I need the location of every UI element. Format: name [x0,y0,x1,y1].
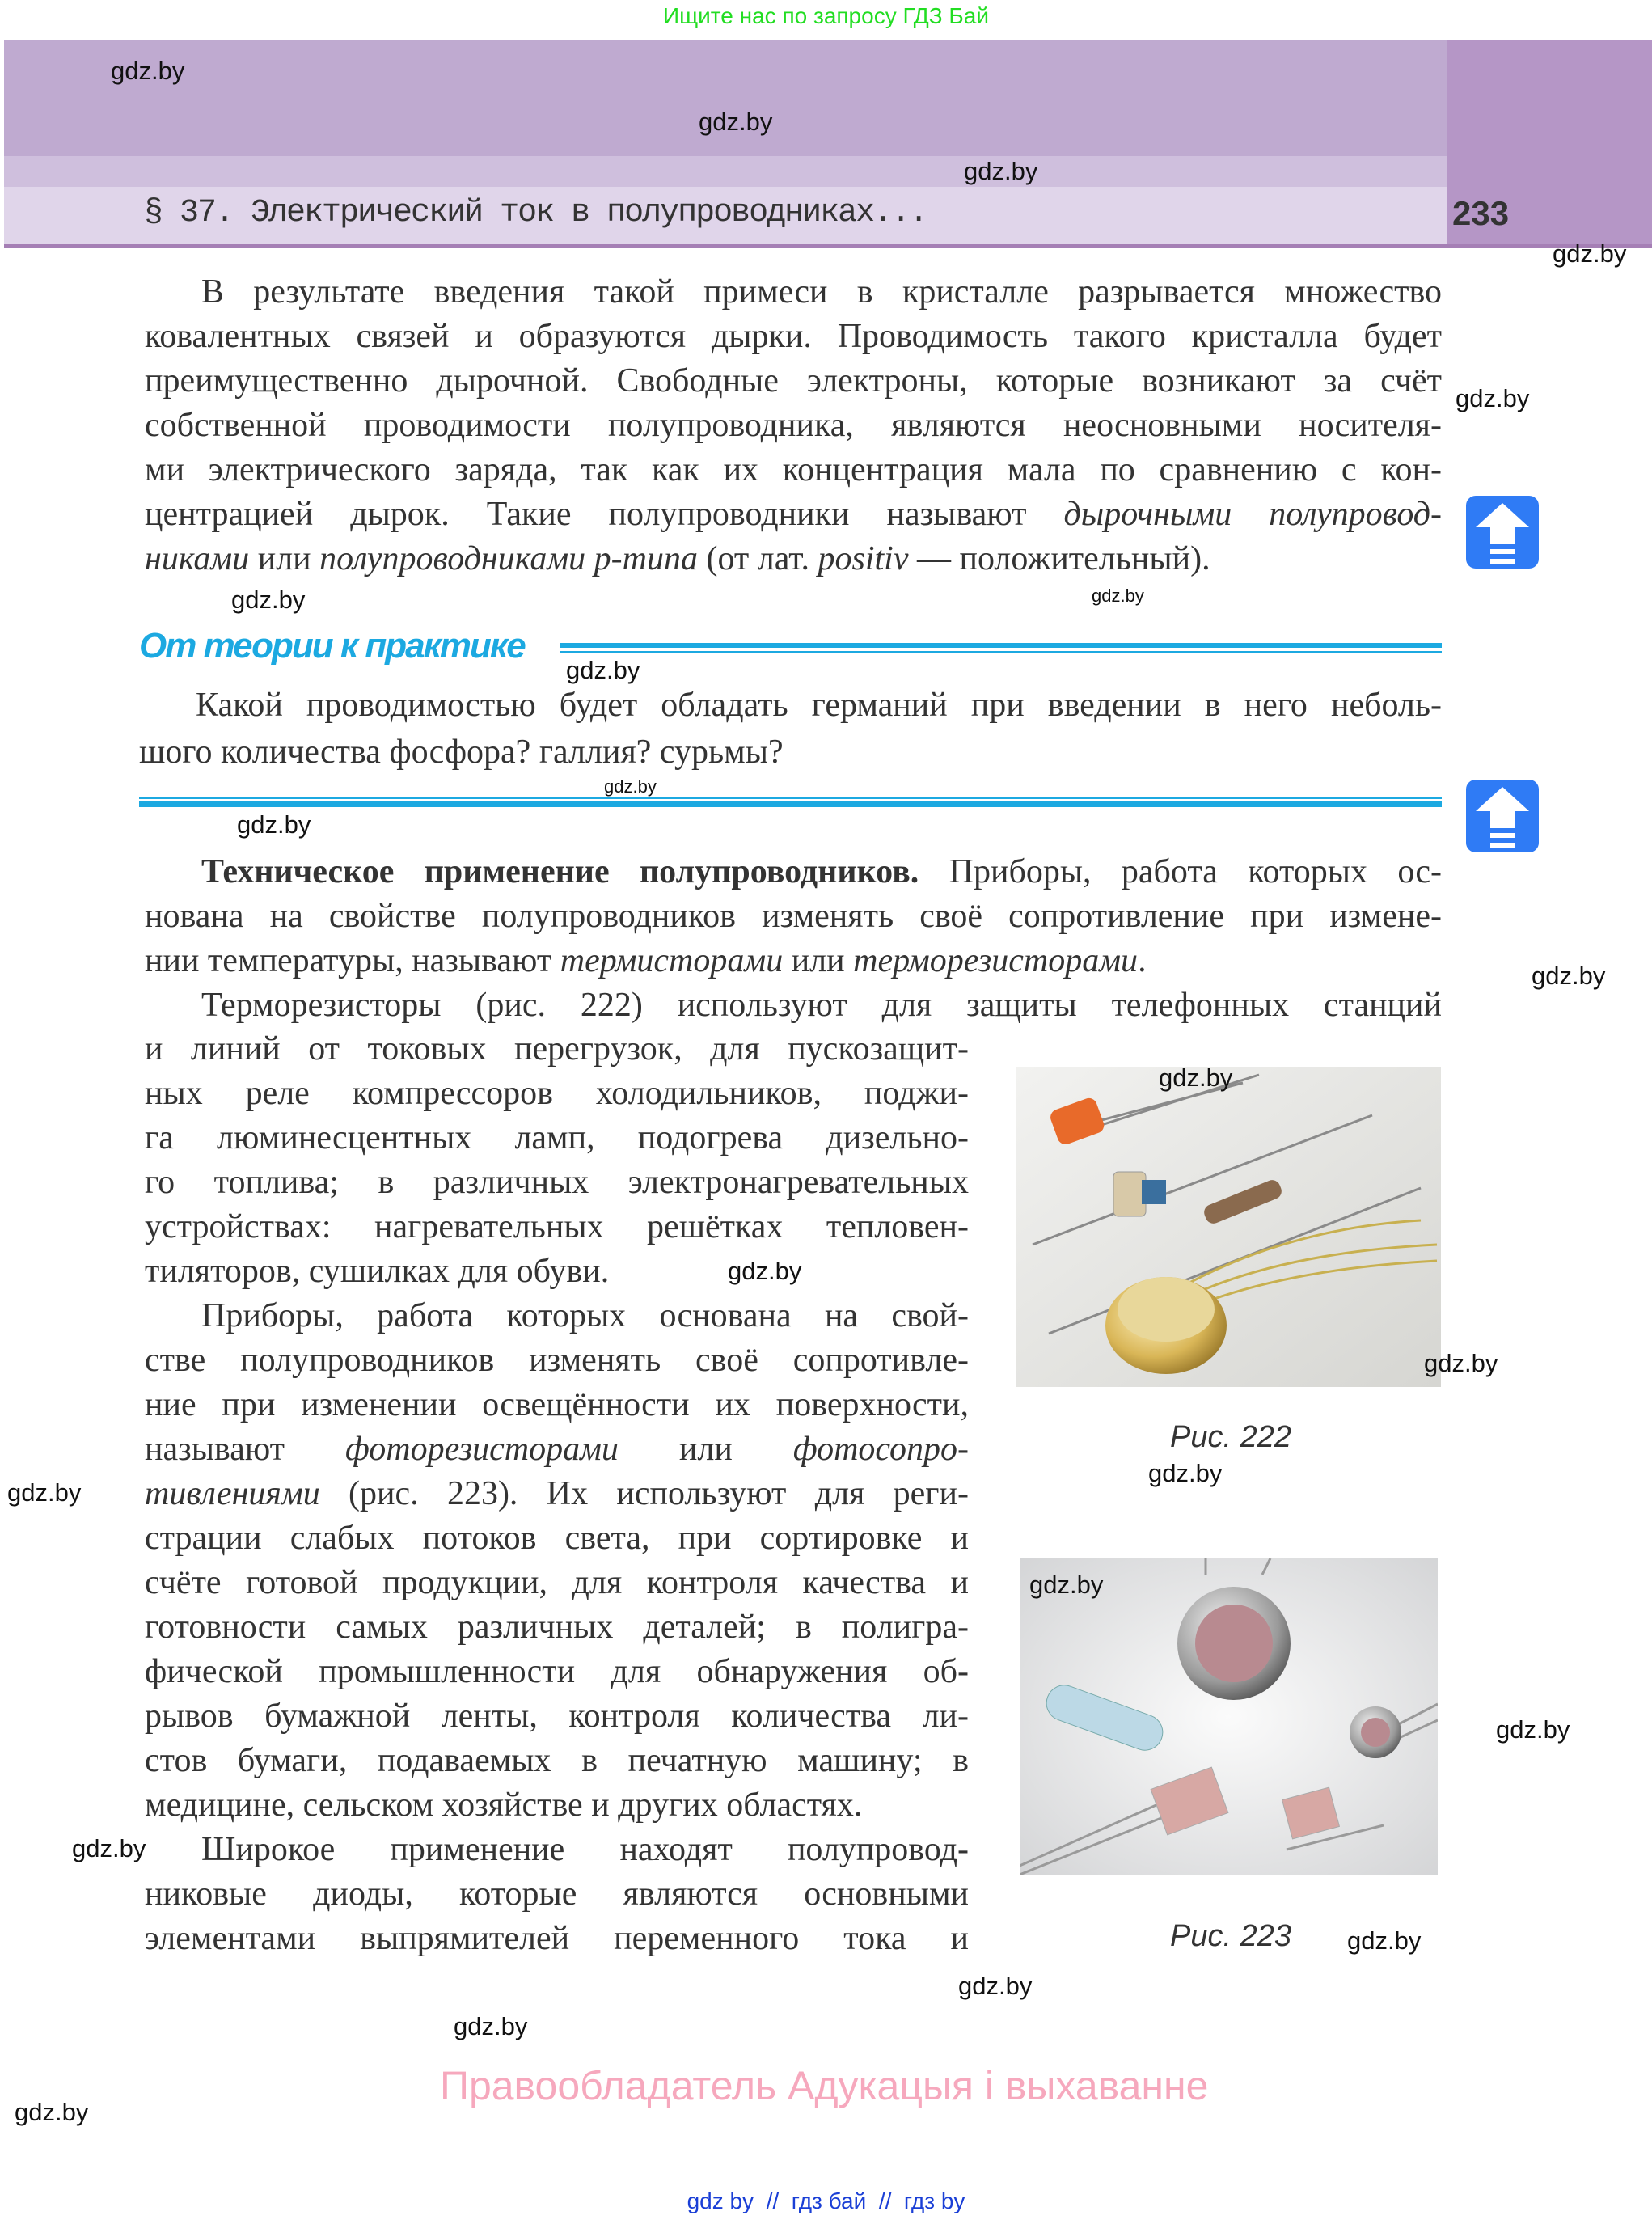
italic-term: термисторами [560,942,784,979]
watermark-link: gdz.by [699,108,773,136]
text-line-content [145,1653,969,1690]
practice-heading: От теории к практике [139,626,525,666]
scroll-up-icon[interactable] [1464,777,1541,855]
text-line-content [145,1475,969,1512]
text-line-content [201,273,1442,311]
header-band [4,40,1447,156]
text-run: преимущественно дырочной. Свободные электроны, которые возникают за счёт [145,362,1442,400]
text-line-content [201,1297,969,1334]
text-run: фической промышленности для обнаружения об- [145,1653,969,1690]
text-line-content [145,1030,969,1068]
text-line [145,1696,969,1736]
watermark-link: gdz.by [1092,586,1144,606]
text-line [145,1651,969,1692]
text-line-content [145,1431,969,1468]
text-line [145,941,1147,981]
italic-term: positiv [818,540,909,577]
text-line [145,316,1442,357]
practice-end-rule-thin [139,797,1442,799]
text-run: Приборы, работа которых основана на свой- [201,1297,969,1334]
watermark-link: gdz.by [1347,1926,1422,1955]
text-run: ми электрического заряда, так как их концентрация мала по сравнению с кон- [145,451,1442,488]
watermark-link: gdz.by [1148,1459,1223,1487]
text-line-content [145,1253,609,1290]
watermark-link: gdz.by [958,1972,1033,2000]
text-line [201,852,1442,892]
text-run: нована на свойстве полупроводников изменять своё сопротивление при измене- [145,898,1442,935]
text-line-content [145,451,1442,488]
text-line [196,685,1442,725]
text-run: га люминесцентных ламп, подогрева дизельно- [145,1119,969,1156]
text-line-content [145,1386,969,1423]
text-line [145,1207,969,1247]
search-hint-banner: Ищите нас по запросу ГДЗ Бай [662,3,990,28]
text-line [139,732,784,772]
text-line-content [145,1920,969,1957]
text-line-content [145,898,1442,935]
watermark-link: gdz.by [454,2012,528,2040]
footer-links[interactable]: gdz by // гдз бай // гдз by [687,2188,965,2213]
text-line [145,1474,969,1514]
text-line-content [201,1831,969,1868]
text-line [201,272,1442,312]
text-line-content [145,540,1210,577]
text-line [145,1918,969,1959]
text-run: Терморезисторы (рис. 222) используют для защиты телефонных станций [201,987,1442,1024]
text-line-content [145,1698,969,1735]
watermark-link: gdz.by [964,157,1038,185]
text-line [145,1073,969,1114]
scroll-up-icon[interactable] [1464,493,1541,571]
text-line [201,985,1442,1025]
text-run: устройствах: нагревательных решётках тепловен- [145,1208,969,1245]
figure-223-photoresistors-photo [1020,1558,1438,1875]
text-line-content [145,1786,862,1824]
text-run: стов бумаги, подаваемых в печатную машину; в [145,1742,969,1779]
text-line-content [145,1609,969,1646]
text-run: (рис. 223). Их используют для реги- [319,1475,969,1512]
text-line [145,1785,862,1825]
header-band-middle [4,156,1447,187]
watermark-link: gdz.by [7,1478,82,1507]
text-run: ковалентных связей и образуются дырки. Проводимость такого кристалла будет [145,318,1442,355]
text-run: страции слабых потоков света, при сортировке и [145,1520,969,1557]
text-run: — положительный). [908,540,1210,577]
text-line [145,1874,969,1914]
text-line-content [145,1742,969,1779]
text-run: го топлива; в различных электронагревательных [145,1164,969,1201]
text-run: . [1138,942,1147,979]
watermark-link: gdz.by [604,776,657,797]
text-line [145,405,1442,446]
text-line [145,1740,969,1781]
practice-rule-thick [560,643,1442,648]
text-line [145,1162,969,1203]
watermark-link: gdz.by [1532,962,1606,990]
text-run: (от лат. [697,540,818,577]
text-line [145,1029,969,1069]
watermark-link: gdz.by [1496,1715,1570,1744]
text-run: никовые диоды, которые являются основными [145,1875,969,1913]
text-run: Широкое применение находят полупровод- [201,1831,969,1868]
text-line-content [145,318,1442,355]
watermark-link: gdz.by [72,1834,146,1862]
watermark-link: gdz.by [728,1257,802,1285]
watermark-link: gdz.by [111,57,185,85]
watermark-link: gdz.by [1029,1571,1104,1599]
text-line-content [145,1119,969,1156]
text-line-content [145,942,1147,979]
text-line-content [145,496,1442,533]
text-line [145,539,1210,579]
text-line-content [145,1564,969,1601]
text-line [145,361,1442,401]
text-run: или [783,942,854,979]
watermark-link: gdz.by [1553,239,1627,268]
watermark-link: gdz.by [566,656,640,684]
watermark-link: gdz.by [237,810,311,839]
italic-term: терморезисторами [853,942,1139,979]
text-line [201,1296,969,1336]
italic-term: фоторезисторами [345,1431,619,1468]
bold-heading: Техническое применение полупроводников. [201,853,919,890]
text-line [201,1829,969,1870]
text-run: счёте готовой продукции, для контроля качества и [145,1564,969,1601]
figure-222-thermistors-photo [1016,1063,1441,1387]
text-run: Приборы, работа которых ос- [919,853,1442,890]
text-line-content [201,987,1442,1024]
text-line [145,1518,969,1558]
text-line [145,1385,969,1425]
text-run: ных реле компрессоров холодильников, поджи- [145,1075,969,1112]
watermark-link: gdz.by [231,586,306,614]
italic-term: фотосопро- [792,1431,969,1468]
text-run: ние при изменении освещённости их поверхности, [145,1386,969,1423]
running-title: § 37. Электрический ток в полупроводниках... [144,195,927,231]
practice-rule-thin [560,651,1442,653]
watermark-link: gdz.by [15,2098,89,2126]
text-run: рывов бумажной ленты, контроля количества ли- [145,1698,969,1735]
text-line-content [145,1075,969,1112]
watermark-link: gdz.by [1424,1349,1498,1377]
text-line [145,450,1442,490]
text-run: шого количества фосфора? галлия? сурьмы? [139,734,784,771]
text-run: тиляторов, сушилках для обуви. [145,1253,610,1290]
text-line [145,1340,969,1380]
text-line-content [196,687,1442,724]
text-run: центрацией дырок. Такие полупроводники называют [145,496,1064,533]
page-number: 233 [1452,194,1510,232]
text-line-content [145,1208,969,1245]
watermark-link: gdz.by [1159,1063,1233,1092]
text-line-content [145,1164,969,1201]
header-divider [4,244,1652,248]
text-line-content [145,407,1442,444]
italic-term: дырочными полупровод- [1063,496,1442,533]
italic-term: полупроводниками p-типа [319,540,698,577]
text-line [145,1118,969,1158]
text-line-content [145,362,1442,400]
figure-223-caption: Рис. 223 [1170,1919,1291,1953]
text-run: или [249,540,320,577]
text-run: или [618,1431,793,1468]
text-line [145,896,1442,937]
text-run: Какой проводимостью будет обладать германий при введении в него неболь- [196,687,1442,724]
text-line [145,1251,609,1292]
text-line [145,1562,969,1603]
text-line [145,1607,969,1647]
text-run: стве полупроводников изменять своё сопротивле- [145,1342,969,1379]
figure-222-caption: Рис. 222 [1170,1420,1291,1454]
watermark-link: gdz.by [1456,384,1530,412]
copyright-notice: Правообладатель Адукацыя і выхаванне [440,2063,1209,2108]
text-run: В результате введения такой примеси в кристалле разрывается множество [201,273,1442,311]
text-run: готовности самых различных деталей; в полигра- [145,1609,969,1646]
text-line [145,494,1442,535]
text-run: собственной проводимости полупроводника, являются неосновными носителя- [145,407,1442,444]
text-line-content [201,853,1442,890]
text-line [145,1429,969,1469]
text-line-content [145,1342,969,1379]
text-run: элементами выпрямителей переменного тока и [145,1920,969,1957]
text-run: называют [145,1431,346,1468]
italic-term: никами [145,540,250,577]
text-line-content [145,1875,969,1913]
practice-end-rule-thick [139,801,1442,807]
text-run: медицине, сельском хозяйстве и других областях. [145,1786,863,1824]
italic-term: тивлениями [145,1475,320,1512]
text-line-content [139,734,784,771]
text-run: и линий от токовых перегрузок, для пускозащит- [145,1030,969,1068]
text-line-content [145,1520,969,1557]
text-run: нии температуры, называют [145,942,560,979]
